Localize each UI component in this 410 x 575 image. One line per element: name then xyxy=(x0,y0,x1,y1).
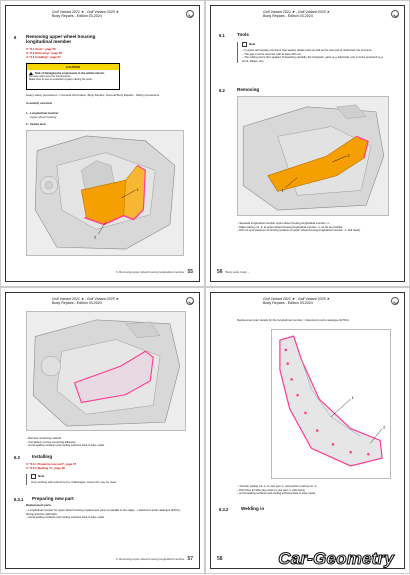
safety-text: Heavy safety precautions ⇒ General Information; Body Repairs, General Body Repairs - Safety precautions. xyxy=(26,93,160,97)
preparing-steps: – Longitudinal member for upper wheel housing (replacement part) cut parallel to the edges. ⇒ Electronic parts catalogue (ETKA), driving direction (left/right). – Grind welding surfaces and cooling surfaces back to bare metal. xyxy=(26,509,184,520)
remaining-material-illustration xyxy=(27,312,185,430)
section-6-3-2-title: Welding in xyxy=(241,506,265,511)
svg-text:2: 2 xyxy=(383,424,386,430)
link-removing[interactable]: ⇒ "6.2 Removing", page 56 xyxy=(26,51,62,55)
page-header: Golf Variant 2021 ➤ , Golf Variant 2025 ➤ Body Repairs - Edition 03.2024 xyxy=(52,10,119,19)
page-56 xyxy=(210,5,405,282)
link-preparing-new-part[interactable]: ⇒ "6.3.1 Preparing new part", page 57 xyxy=(26,462,77,466)
page-56-sheet xyxy=(205,0,410,287)
svg-text:2: 2 xyxy=(94,234,97,240)
svg-text:1: 1 xyxy=(351,395,354,401)
note-list: – In areas with heavily prominent rear sealed, plastic parts as well as the rear part of reinforced, the structure. – The gap must be ensured, with at least 100 mm. – The cutting tool is then applied. Proceeding carefully, the bodywork, parts (e.g. Electrical, etc) must be protected (e.g. Front, Wheel, etc). xyxy=(242,49,387,63)
section-6-3-number: 6.3 xyxy=(14,455,20,460)
removing-illustration xyxy=(238,97,388,215)
wheel-housing-illustration xyxy=(27,131,183,255)
page-header: Golf Variant 2021 ➤ , Golf Variant 2025 ➤ Body Repairs - Edition 03.2024 xyxy=(52,297,119,306)
section-title: Removing upper wheel housing longitudinal member xyxy=(26,34,96,45)
page-footer: 6. Removing upper wheel housing longitudinal member 57 xyxy=(116,556,193,562)
item-2-label: 2 - Sealed area xyxy=(26,122,46,126)
page-footer xyxy=(217,556,223,562)
vw-logo-icon xyxy=(186,10,194,18)
caution-label: CAUTION xyxy=(27,64,119,70)
page-number: 56 xyxy=(217,269,223,275)
section-6-3-1-number: 6.3.1 xyxy=(14,497,24,502)
vw-logo-icon xyxy=(391,10,399,18)
page-55 xyxy=(5,5,200,282)
note-box: Note Only welding with authorized by Volkswagen Group AG may be used. xyxy=(26,474,176,485)
caution-box: CAUTION Risk of damaging the components in the vehicle interior. Remove and cover the components. Make sure to use an extraction system during the work. xyxy=(26,63,120,90)
page-58 xyxy=(210,292,405,569)
item-1-sub: Upper wheel housing xyxy=(30,115,57,119)
page-58-sheet xyxy=(205,287,410,574)
vw-logo-icon xyxy=(186,297,194,305)
figure-removing xyxy=(237,96,389,216)
removal-steps: – Remove remaining material. – Completely remove remaining adhesive. – Grind welding surfaces and cooling surfaces back to bare metal. xyxy=(26,437,184,448)
new-part-illustration xyxy=(272,330,390,478)
svg-text:2: 2 xyxy=(347,152,350,158)
replacement-parts-label: Replacement parts xyxy=(26,503,52,507)
figure-remaining-material xyxy=(26,311,186,431)
vw-logo-icon xyxy=(391,297,399,305)
page-header: Golf Variant 2021 ➤ , Golf Variant 2025 ➤ Body Repairs - Edition 03.2024 xyxy=(263,297,330,306)
page-55-sheet xyxy=(0,0,205,287)
page-header: Golf Variant 2021 ➤ , Golf Variant 2025 ➤ Body Repairs - Edition 03.2024 xyxy=(263,10,330,19)
section-6-3-title: Installing xyxy=(32,454,53,459)
section-6-1-number: 6.1 xyxy=(219,33,225,38)
note-box: Note – In areas with heavily prominent rear sealed, plastic parts as well as the rear part of reinforced, the structure. – The gap must be ensured, with at least 100 mm. – The cutting tool is then applied. Proceeding carefully, the bodywork, parts (e.g. Electrical, etc) must be protected (e.g. Front, Wheel, etc). xyxy=(237,42,387,63)
new-part-steps: – Transfer parting cut -2- to new part -1- and perform parting cut -1-. – Drill holes for MIG plug weld on new part -1- (left hand). – Grind welding surfaces and cooling surfaces back to bare metal. xyxy=(237,485,387,496)
section-6-2-number: 6.2 xyxy=(219,88,225,93)
link-installing[interactable]: ⇒ "6.3 Installing", page 57 xyxy=(26,55,61,59)
page-number: 57 xyxy=(187,556,193,562)
section-6-3-2-number: 6.3.2 xyxy=(219,507,229,512)
car-geometry-watermark: Car-Geometry xyxy=(278,549,394,568)
figure-wheel-housing-overview xyxy=(26,130,184,256)
svg-text:1: 1 xyxy=(136,187,139,193)
section-6-1-title: Tools xyxy=(237,32,249,37)
page-number: 58 xyxy=(217,556,223,562)
note-icon xyxy=(242,42,247,47)
figure-new-part xyxy=(271,329,391,479)
page-footer: 56 Body parts, body, ... xyxy=(217,269,251,275)
item-1-label: 1 - Longitudinal member xyxy=(26,111,59,115)
section-6-3-1-title: Preparing new part xyxy=(32,496,74,501)
section-number: 6 xyxy=(14,35,17,40)
section-6-2-title: Removing xyxy=(237,87,260,92)
link-tools[interactable]: ⇒ "6.1 Tools", page 56 xyxy=(26,47,56,51)
page-57-sheet xyxy=(0,287,205,574)
intro-text: Replacement part details for the longitudinal member ⇒ Electronic parts catalogue (ETKA). xyxy=(237,318,350,322)
svg-text:1: 1 xyxy=(281,187,284,193)
assembly-overview-label: Assembly overview xyxy=(26,101,52,105)
link-welding-in[interactable]: ⇒ "6.3.2 Welding in", page 58 xyxy=(26,466,65,470)
removing-steps: – Separate longitudinal member upper wheel housing longitudinal member -1-. – Make parting cut -2- at upper wheel housing longitudinal member -1- as far as possible. – Drill out spot welds at connecting surfaces of upper wheel housing longitudinal member -1- (left hand). xyxy=(237,222,387,233)
page-footer: 6. Removing upper wheel housing longitudinal member 55 xyxy=(116,269,193,275)
note-icon xyxy=(31,474,36,479)
page-number: 55 xyxy=(187,269,193,275)
page-57 xyxy=(5,292,200,569)
